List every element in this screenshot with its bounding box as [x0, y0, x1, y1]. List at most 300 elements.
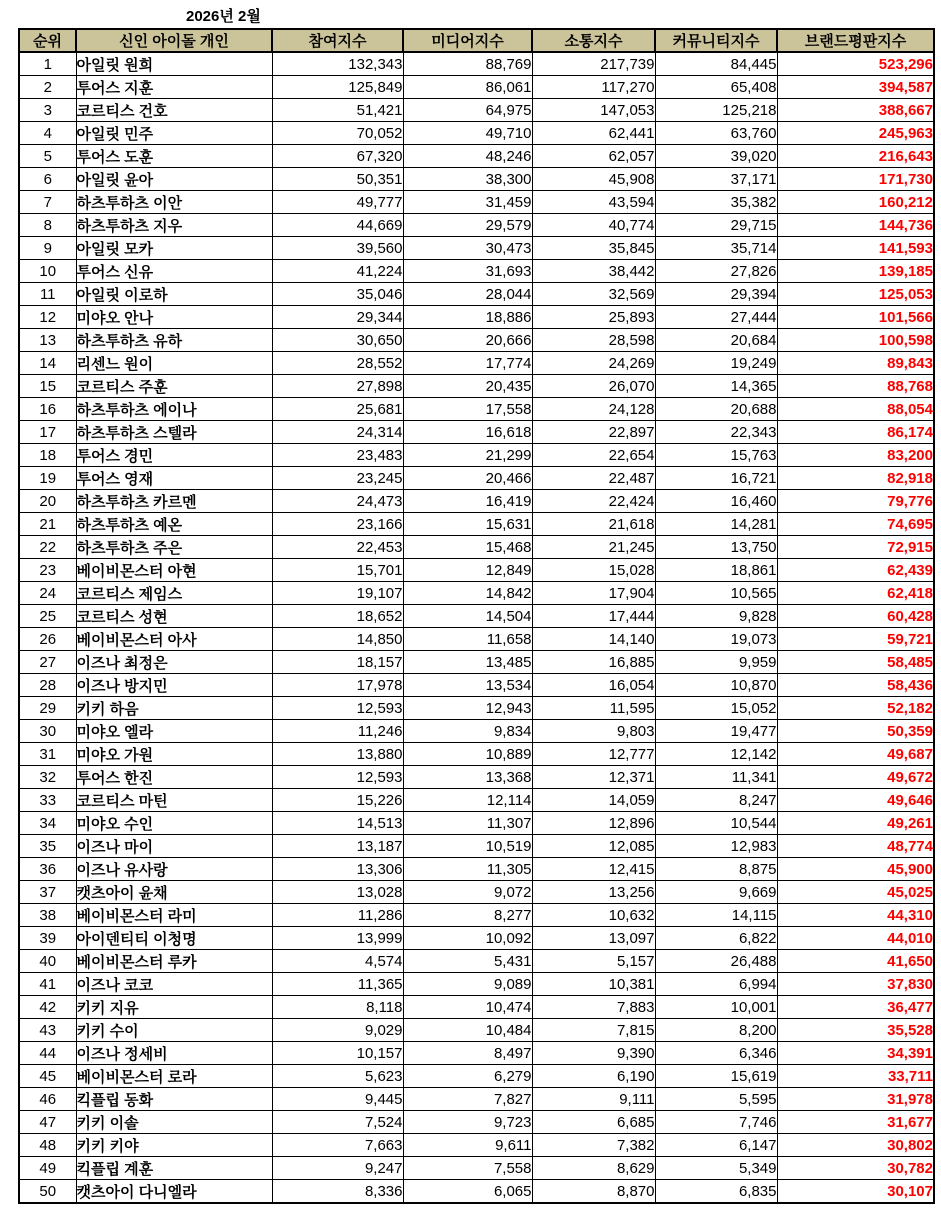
- rank-cell: 15: [19, 375, 76, 398]
- idol-name-cell: 베이비몬스터 아현: [76, 559, 272, 582]
- participation-index-cell: 23,245: [272, 467, 403, 490]
- rank-cell: 43: [19, 1019, 76, 1042]
- participation-index-cell: 13,999: [272, 927, 403, 950]
- table-row: [19, 605, 934, 628]
- participation-index-cell: 9,247: [272, 1157, 403, 1180]
- table-row: [19, 52, 934, 76]
- participation-index-cell: 39,560: [272, 237, 403, 260]
- idol-name-cell: 이즈나 유사랑: [76, 858, 272, 881]
- idol-name-cell: 미야오 가원: [76, 743, 272, 766]
- brand-reputation-index-cell: 245,963: [777, 122, 934, 145]
- idol-name-cell: 코르티스 제임스: [76, 582, 272, 605]
- participation-index-cell: 8,336: [272, 1180, 403, 1204]
- media-index-cell: 38,300: [403, 168, 532, 191]
- participation-index-cell: 9,029: [272, 1019, 403, 1042]
- communication-index-cell: 45,908: [532, 168, 655, 191]
- participation-index-cell: 29,344: [272, 306, 403, 329]
- media-index-cell: 28,044: [403, 283, 532, 306]
- media-index-cell: 9,723: [403, 1111, 532, 1134]
- idol-name-cell: 코르티스 마틴: [76, 789, 272, 812]
- community-index-cell: 35,714: [655, 237, 777, 260]
- media-index-cell: 12,114: [403, 789, 532, 812]
- idol-name-cell: 미야오 안나: [76, 306, 272, 329]
- rank-cell: 10: [19, 260, 76, 283]
- community-index-cell: 37,171: [655, 168, 777, 191]
- brand-reputation-index-cell: 171,730: [777, 168, 934, 191]
- participation-index-cell: 132,343: [272, 52, 403, 76]
- community-index-cell: 8,247: [655, 789, 777, 812]
- idol-name-cell: 아일릿 윤아: [76, 168, 272, 191]
- idol-name-cell: 투어스 영재: [76, 467, 272, 490]
- media-index-cell: 7,558: [403, 1157, 532, 1180]
- community-index-cell: 7,746: [655, 1111, 777, 1134]
- community-index-cell: 15,619: [655, 1065, 777, 1088]
- communication-index-cell: 6,685: [532, 1111, 655, 1134]
- media-index-cell: 8,497: [403, 1042, 532, 1065]
- rank-cell: 24: [19, 582, 76, 605]
- idol-name-cell: 키키 수이: [76, 1019, 272, 1042]
- idol-name-cell: 리센느 원이: [76, 352, 272, 375]
- col-header-brand-reputation-index: 브랜드평판지수: [777, 29, 934, 52]
- media-index-cell: 6,065: [403, 1180, 532, 1204]
- rank-cell: 2: [19, 76, 76, 99]
- idol-name-cell: 아일릿 모카: [76, 237, 272, 260]
- table-row: [19, 375, 934, 398]
- communication-index-cell: 26,070: [532, 375, 655, 398]
- communication-index-cell: 17,444: [532, 605, 655, 628]
- rank-cell: 19: [19, 467, 76, 490]
- idol-name-cell: 하츠투하츠 주은: [76, 536, 272, 559]
- media-index-cell: 8,277: [403, 904, 532, 927]
- communication-index-cell: 7,382: [532, 1134, 655, 1157]
- participation-index-cell: 50,351: [272, 168, 403, 191]
- rank-cell: 5: [19, 145, 76, 168]
- col-header-participation-index: 참여지수: [272, 29, 403, 52]
- participation-index-cell: 19,107: [272, 582, 403, 605]
- participation-index-cell: 12,593: [272, 766, 403, 789]
- idol-name-cell: 하츠투하츠 예온: [76, 513, 272, 536]
- media-index-cell: 29,579: [403, 214, 532, 237]
- rank-cell: 32: [19, 766, 76, 789]
- media-index-cell: 20,666: [403, 329, 532, 352]
- media-index-cell: 13,368: [403, 766, 532, 789]
- communication-index-cell: 5,157: [532, 950, 655, 973]
- communication-index-cell: 12,777: [532, 743, 655, 766]
- participation-index-cell: 125,849: [272, 76, 403, 99]
- community-index-cell: 12,983: [655, 835, 777, 858]
- participation-index-cell: 24,314: [272, 421, 403, 444]
- participation-index-cell: 13,028: [272, 881, 403, 904]
- col-header-community-index: 커뮤니티지수: [655, 29, 777, 52]
- community-index-cell: 15,052: [655, 697, 777, 720]
- rank-cell: 12: [19, 306, 76, 329]
- rank-cell: 40: [19, 950, 76, 973]
- table-row: [19, 1180, 934, 1204]
- table-row: [19, 122, 934, 145]
- communication-index-cell: 22,487: [532, 467, 655, 490]
- community-index-cell: 35,382: [655, 191, 777, 214]
- table-row: [19, 766, 934, 789]
- brand-reputation-index-cell: 45,025: [777, 881, 934, 904]
- community-index-cell: 19,249: [655, 352, 777, 375]
- rank-cell: 21: [19, 513, 76, 536]
- table-row: [19, 973, 934, 996]
- table-row: [19, 835, 934, 858]
- idol-name-cell: 코르티스 성현: [76, 605, 272, 628]
- community-index-cell: 22,343: [655, 421, 777, 444]
- table-row: [19, 720, 934, 743]
- participation-index-cell: 14,513: [272, 812, 403, 835]
- community-index-cell: 5,349: [655, 1157, 777, 1180]
- rank-cell: 8: [19, 214, 76, 237]
- table-row: [19, 467, 934, 490]
- community-index-cell: 10,544: [655, 812, 777, 835]
- participation-index-cell: 67,320: [272, 145, 403, 168]
- community-index-cell: 9,959: [655, 651, 777, 674]
- media-index-cell: 12,943: [403, 697, 532, 720]
- idol-name-cell: 아일릿 이로하: [76, 283, 272, 306]
- header-row: [19, 29, 934, 52]
- participation-index-cell: 14,850: [272, 628, 403, 651]
- idol-name-cell: 미야오 엘라: [76, 720, 272, 743]
- idol-name-cell: 하츠투하츠 에이나: [76, 398, 272, 421]
- brand-reputation-index-cell: 83,200: [777, 444, 934, 467]
- brand-reputation-index-cell: 86,174: [777, 421, 934, 444]
- col-header-idol-name: 신인 아이돌 개인: [76, 29, 272, 52]
- participation-index-cell: 27,898: [272, 375, 403, 398]
- idol-name-cell: 하츠투하츠 유하: [76, 329, 272, 352]
- communication-index-cell: 16,054: [532, 674, 655, 697]
- brand-reputation-index-cell: 125,053: [777, 283, 934, 306]
- media-index-cell: 17,558: [403, 398, 532, 421]
- brand-reputation-index-cell: 160,212: [777, 191, 934, 214]
- brand-reputation-index-cell: 394,587: [777, 76, 934, 99]
- participation-index-cell: 8,118: [272, 996, 403, 1019]
- community-index-cell: 29,394: [655, 283, 777, 306]
- table-row: [19, 789, 934, 812]
- communication-index-cell: 32,569: [532, 283, 655, 306]
- community-index-cell: 27,444: [655, 306, 777, 329]
- brand-reputation-index-cell: 41,650: [777, 950, 934, 973]
- rank-cell: 7: [19, 191, 76, 214]
- community-index-cell: 20,688: [655, 398, 777, 421]
- table-row: [19, 904, 934, 927]
- table-row: [19, 168, 934, 191]
- brand-reputation-index-cell: 523,296: [777, 52, 934, 76]
- idol-name-cell: 키키 키야: [76, 1134, 272, 1157]
- table-row: [19, 1111, 934, 1134]
- rank-cell: 13: [19, 329, 76, 352]
- media-index-cell: 10,484: [403, 1019, 532, 1042]
- brand-reputation-index-cell: 216,643: [777, 145, 934, 168]
- community-index-cell: 27,826: [655, 260, 777, 283]
- rank-cell: 26: [19, 628, 76, 651]
- idol-name-cell: 코르티스 건호: [76, 99, 272, 122]
- brand-reputation-index-cell: 52,182: [777, 697, 934, 720]
- participation-index-cell: 4,574: [272, 950, 403, 973]
- community-index-cell: 13,750: [655, 536, 777, 559]
- community-index-cell: 15,763: [655, 444, 777, 467]
- idol-name-cell: 킥플립 동화: [76, 1088, 272, 1111]
- brand-reputation-index-cell: 88,054: [777, 398, 934, 421]
- media-index-cell: 16,419: [403, 490, 532, 513]
- rank-cell: 23: [19, 559, 76, 582]
- media-index-cell: 9,089: [403, 973, 532, 996]
- media-index-cell: 11,305: [403, 858, 532, 881]
- media-index-cell: 64,975: [403, 99, 532, 122]
- media-index-cell: 10,474: [403, 996, 532, 1019]
- media-index-cell: 11,307: [403, 812, 532, 835]
- table-row: [19, 743, 934, 766]
- communication-index-cell: 62,441: [532, 122, 655, 145]
- communication-index-cell: 28,598: [532, 329, 655, 352]
- rank-cell: 6: [19, 168, 76, 191]
- brand-reputation-index-cell: 49,687: [777, 743, 934, 766]
- idol-name-cell: 키키 이솔: [76, 1111, 272, 1134]
- communication-index-cell: 12,415: [532, 858, 655, 881]
- communication-index-cell: 7,815: [532, 1019, 655, 1042]
- brand-reputation-index-cell: 36,477: [777, 996, 934, 1019]
- community-index-cell: 10,870: [655, 674, 777, 697]
- table-row: [19, 812, 934, 835]
- table-row: [19, 513, 934, 536]
- communication-index-cell: 217,739: [532, 52, 655, 76]
- idol-name-cell: 베이비몬스터 아사: [76, 628, 272, 651]
- idol-name-cell: 투어스 신유: [76, 260, 272, 283]
- rank-cell: 42: [19, 996, 76, 1019]
- idol-name-cell: 킥플립 계훈: [76, 1157, 272, 1180]
- communication-index-cell: 21,245: [532, 536, 655, 559]
- table-row: [19, 582, 934, 605]
- table-row: [19, 881, 934, 904]
- communication-index-cell: 15,028: [532, 559, 655, 582]
- communication-index-cell: 43,594: [532, 191, 655, 214]
- communication-index-cell: 6,190: [532, 1065, 655, 1088]
- community-index-cell: 14,365: [655, 375, 777, 398]
- rank-cell: 46: [19, 1088, 76, 1111]
- table-row: [19, 651, 934, 674]
- idol-name-cell: 키키 하음: [76, 697, 272, 720]
- media-index-cell: 6,279: [403, 1065, 532, 1088]
- communication-index-cell: 7,883: [532, 996, 655, 1019]
- community-index-cell: 14,115: [655, 904, 777, 927]
- community-index-cell: 14,281: [655, 513, 777, 536]
- idol-name-cell: 베이비몬스터 루카: [76, 950, 272, 973]
- media-index-cell: 9,072: [403, 881, 532, 904]
- idol-name-cell: 투어스 지훈: [76, 76, 272, 99]
- communication-index-cell: 12,085: [532, 835, 655, 858]
- media-index-cell: 88,769: [403, 52, 532, 76]
- communication-index-cell: 35,845: [532, 237, 655, 260]
- rank-cell: 20: [19, 490, 76, 513]
- rank-cell: 25: [19, 605, 76, 628]
- idol-name-cell: 투어스 한진: [76, 766, 272, 789]
- rank-cell: 49: [19, 1157, 76, 1180]
- participation-index-cell: 9,445: [272, 1088, 403, 1111]
- participation-index-cell: 41,224: [272, 260, 403, 283]
- media-index-cell: 13,534: [403, 674, 532, 697]
- brand-reputation-index-cell: 139,185: [777, 260, 934, 283]
- rank-cell: 36: [19, 858, 76, 881]
- communication-index-cell: 22,424: [532, 490, 655, 513]
- table-row: [19, 674, 934, 697]
- communication-index-cell: 8,629: [532, 1157, 655, 1180]
- community-index-cell: 39,020: [655, 145, 777, 168]
- communication-index-cell: 9,111: [532, 1088, 655, 1111]
- rank-cell: 48: [19, 1134, 76, 1157]
- brand-reputation-index-cell: 88,768: [777, 375, 934, 398]
- idol-name-cell: 아이덴티티 이청명: [76, 927, 272, 950]
- idol-name-cell: 투어스 도훈: [76, 145, 272, 168]
- media-index-cell: 20,435: [403, 375, 532, 398]
- rank-cell: 28: [19, 674, 76, 697]
- community-index-cell: 9,828: [655, 605, 777, 628]
- communication-index-cell: 22,897: [532, 421, 655, 444]
- communication-index-cell: 147,053: [532, 99, 655, 122]
- community-index-cell: 6,346: [655, 1042, 777, 1065]
- community-index-cell: 26,488: [655, 950, 777, 973]
- communication-index-cell: 62,057: [532, 145, 655, 168]
- media-index-cell: 15,631: [403, 513, 532, 536]
- rank-cell: 39: [19, 927, 76, 950]
- brand-reputation-index-cell: 49,261: [777, 812, 934, 835]
- idol-name-cell: 이즈나 방지민: [76, 674, 272, 697]
- community-index-cell: 8,200: [655, 1019, 777, 1042]
- participation-index-cell: 51,421: [272, 99, 403, 122]
- idol-name-cell: 코르티스 주훈: [76, 375, 272, 398]
- communication-index-cell: 24,269: [532, 352, 655, 375]
- rank-cell: 14: [19, 352, 76, 375]
- rank-cell: 31: [19, 743, 76, 766]
- participation-index-cell: 15,226: [272, 789, 403, 812]
- table-row: [19, 1088, 934, 1111]
- brand-reputation-index-cell: 31,978: [777, 1088, 934, 1111]
- idol-name-cell: 캣츠아이 윤채: [76, 881, 272, 904]
- media-index-cell: 15,468: [403, 536, 532, 559]
- brand-reputation-index-cell: 33,711: [777, 1065, 934, 1088]
- idol-name-cell: 이즈나 정세비: [76, 1042, 272, 1065]
- media-index-cell: 9,611: [403, 1134, 532, 1157]
- brand-reputation-index-cell: 34,391: [777, 1042, 934, 1065]
- rank-cell: 16: [19, 398, 76, 421]
- col-header-media-index: 미디어지수: [403, 29, 532, 52]
- community-index-cell: 20,684: [655, 329, 777, 352]
- brand-reputation-index-cell: 31,677: [777, 1111, 934, 1134]
- brand-reputation-index-cell: 62,418: [777, 582, 934, 605]
- col-header-rank: 순위: [19, 29, 76, 52]
- participation-index-cell: 7,524: [272, 1111, 403, 1134]
- community-index-cell: 11,341: [655, 766, 777, 789]
- table-row: [19, 1065, 934, 1088]
- participation-index-cell: 30,650: [272, 329, 403, 352]
- media-index-cell: 86,061: [403, 76, 532, 99]
- communication-index-cell: 25,893: [532, 306, 655, 329]
- table-row: [19, 996, 934, 1019]
- table-row: [19, 1019, 934, 1042]
- brand-reputation-index-cell: 50,359: [777, 720, 934, 743]
- brand-reputation-index-cell: 30,107: [777, 1180, 934, 1204]
- media-index-cell: 31,693: [403, 260, 532, 283]
- community-index-cell: 19,073: [655, 628, 777, 651]
- rank-cell: 22: [19, 536, 76, 559]
- idol-name-cell: 하츠투하츠 스텔라: [76, 421, 272, 444]
- brand-reputation-index-cell: 82,918: [777, 467, 934, 490]
- table-row: [19, 1157, 934, 1180]
- communication-index-cell: 9,803: [532, 720, 655, 743]
- brand-reputation-index-cell: 62,439: [777, 559, 934, 582]
- rank-cell: 17: [19, 421, 76, 444]
- media-index-cell: 14,504: [403, 605, 532, 628]
- rank-cell: 27: [19, 651, 76, 674]
- table-row: [19, 398, 934, 421]
- communication-index-cell: 12,896: [532, 812, 655, 835]
- idol-name-cell: 베이비몬스터 라미: [76, 904, 272, 927]
- media-index-cell: 12,849: [403, 559, 532, 582]
- idol-name-cell: 투어스 경민: [76, 444, 272, 467]
- rookie-idol-brand-ranking-table: [18, 28, 935, 1204]
- participation-index-cell: 28,552: [272, 352, 403, 375]
- communication-index-cell: 14,059: [532, 789, 655, 812]
- rank-cell: 11: [19, 283, 76, 306]
- communication-index-cell: 17,904: [532, 582, 655, 605]
- rank-cell: 47: [19, 1111, 76, 1134]
- table-row: [19, 237, 934, 260]
- communication-index-cell: 8,870: [532, 1180, 655, 1204]
- table-row: [19, 352, 934, 375]
- communication-index-cell: 14,140: [532, 628, 655, 651]
- rank-cell: 50: [19, 1180, 76, 1204]
- media-index-cell: 16,618: [403, 421, 532, 444]
- media-index-cell: 30,473: [403, 237, 532, 260]
- rank-cell: 34: [19, 812, 76, 835]
- community-index-cell: 10,565: [655, 582, 777, 605]
- communication-index-cell: 12,371: [532, 766, 655, 789]
- rank-cell: 4: [19, 122, 76, 145]
- brand-reputation-index-cell: 37,830: [777, 973, 934, 996]
- community-index-cell: 16,460: [655, 490, 777, 513]
- rank-cell: 33: [19, 789, 76, 812]
- media-index-cell: 5,431: [403, 950, 532, 973]
- rank-cell: 35: [19, 835, 76, 858]
- table-row: [19, 927, 934, 950]
- table-row: [19, 76, 934, 99]
- table-row: [19, 421, 934, 444]
- participation-index-cell: 7,663: [272, 1134, 403, 1157]
- rank-cell: 18: [19, 444, 76, 467]
- media-index-cell: 49,710: [403, 122, 532, 145]
- brand-reputation-index-cell: 60,428: [777, 605, 934, 628]
- participation-index-cell: 11,365: [272, 973, 403, 996]
- community-index-cell: 5,595: [655, 1088, 777, 1111]
- idol-name-cell: 키키 지유: [76, 996, 272, 1019]
- brand-reputation-index-cell: 74,695: [777, 513, 934, 536]
- idol-name-cell: 하츠투하츠 카르멘: [76, 490, 272, 513]
- participation-index-cell: 13,306: [272, 858, 403, 881]
- participation-index-cell: 13,187: [272, 835, 403, 858]
- community-index-cell: 29,715: [655, 214, 777, 237]
- participation-index-cell: 70,052: [272, 122, 403, 145]
- brand-reputation-index-cell: 144,736: [777, 214, 934, 237]
- communication-index-cell: 38,442: [532, 260, 655, 283]
- idol-name-cell: 베이비몬스터 로라: [76, 1065, 272, 1088]
- participation-index-cell: 10,157: [272, 1042, 403, 1065]
- communication-index-cell: 16,885: [532, 651, 655, 674]
- participation-index-cell: 5,623: [272, 1065, 403, 1088]
- communication-index-cell: 10,632: [532, 904, 655, 927]
- communication-index-cell: 11,595: [532, 697, 655, 720]
- col-header-communication-index: 소통지수: [532, 29, 655, 52]
- brand-reputation-index-cell: 89,843: [777, 352, 934, 375]
